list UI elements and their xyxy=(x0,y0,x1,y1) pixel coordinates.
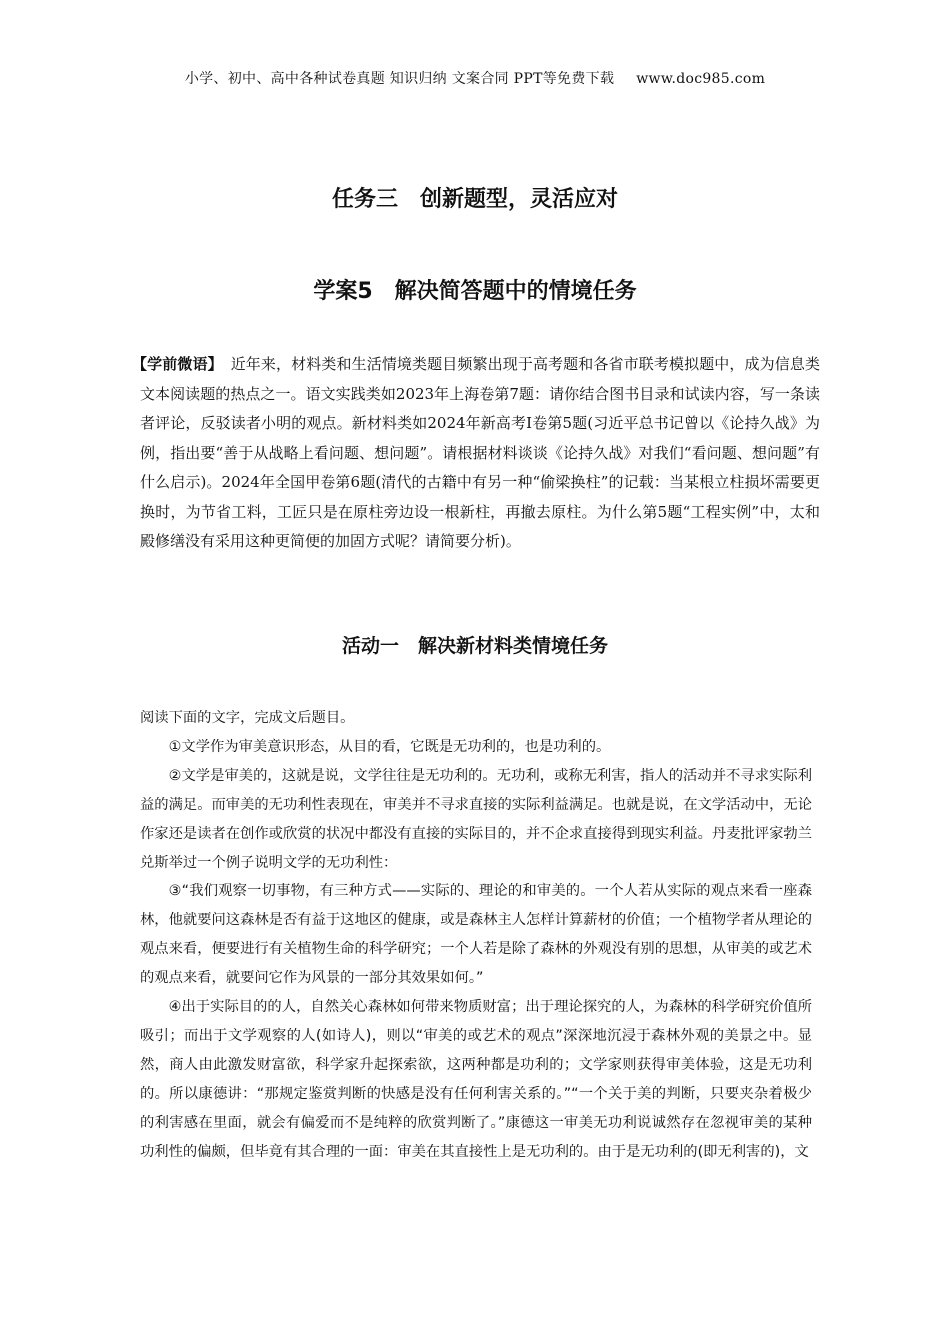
intro-tag: 【学前微语】 xyxy=(132,355,223,373)
passage-paragraph-3: ③“我们观察一切事物，有三种方式——实际的、理论的和审美的。一个人若从实际的观点来看一座森林，他就要问这森林是否有益于这地区的健康，或是森林主人怎样计算薪材的价值；一个植物学者从理论的观点来看，便要进行有关植物生命的科学研究；一个人若是除了森林的外观没有别的思想，从审美的或艺术的观点来看，就要问它作为风景的一部分其效果如何。” xyxy=(140,883,812,987)
lesson-title: 学案5 解决简答题中的情境任务 xyxy=(313,279,637,304)
task-title: 任务三 创新题型，灵活应对 xyxy=(331,187,618,212)
activity-title: 活动一 解决新材料类情境任务 xyxy=(341,635,608,657)
passage-instruction: 阅读下面的文字，完成文后题目。 xyxy=(140,710,355,726)
header-site-link[interactable]: www.doc985.com xyxy=(636,71,766,87)
intro-text: 近年来，材料类和生活情境类题目频繁出现于高考题和各省市联考模拟题中，成为信息类文本阅读题的热点之一。语文实践类如2023年上海卷第7题：请你结合图书目录和试读内容，写一条读者评论，反驳读者小明的观点。新材料类如2024年新高考Ⅰ卷第5题(习近平总书记曾以《论持久战》为例，指出要“善于从战略上看问题、想问题”。请根据材料谈谈《论持久战》对我们“看问题、想问题”有什么启示)。2024年全国甲卷第6题(清代的古籍中有另一种“偷梁换柱”的记载：当某根立柱损坏需要更换时，为节省工料，工匠只是在原柱旁边设一根新柱，再撤去原柱。为什么第5题“工程实例”中，太和殿修缮没有采用这种更简便的加固方式呢？请简要分析)。 xyxy=(140,355,820,550)
passage-paragraph-2: ②文学是审美的，这就是说，文学往往是无功利的。无功利，或称无利害，指人的活动并不寻求实际利益的满足。而审美的无功利性表现在，审美并不寻求直接的实际利益满足。也就是说，在文学活动中，无论作家还是读者在创作或欣赏的状况中都没有直接的实际目的，并不企求直接得到现实利益。丹麦批评家勃兰兑斯举过一个例子说明文学的无功利性： xyxy=(140,767,812,871)
passage-paragraph-1: ①文学作为审美意识形态，从目的看，它既是无功利的，也是功利的。 xyxy=(168,738,611,755)
page-header xyxy=(0,68,950,88)
passage-paragraph-4: ④出于实际目的的人，自然关心森林如何带来物质财富；出于理论探究的人，为森林的科学研究价值所吸引；而出于文学观察的人(如诗人)，则以“审美的或艺术的观点”深深地沉浸于森林外观的美景之中。显然，商人由此激发财富欲，科学家升起探索欲，这两种都是功利的；文学家则获得审美体验，这是无功利的。所以康德讲：“那规定鉴赏判断的快感是没有任何利害关系的。”“一个关于美的判断，只要夹杂着极少的利害感在里面，就会有偏爱而不是纯粹的欣赏判断了。”康德这一审美无功利说诚然存在忽视审美的某种功利性的偏颇，但毕竟有其合理的一面：审美在其直接性上是无功利的。由于是无功利的(即无利害的)，文 xyxy=(140,999,812,1160)
intro-paragraph xyxy=(132,350,820,557)
header-tagline: 小学、初中、高中各种试卷真题 知识归纳 文案合同 PPT等免费下载 xyxy=(184,71,615,87)
reading-passage xyxy=(140,704,812,1167)
